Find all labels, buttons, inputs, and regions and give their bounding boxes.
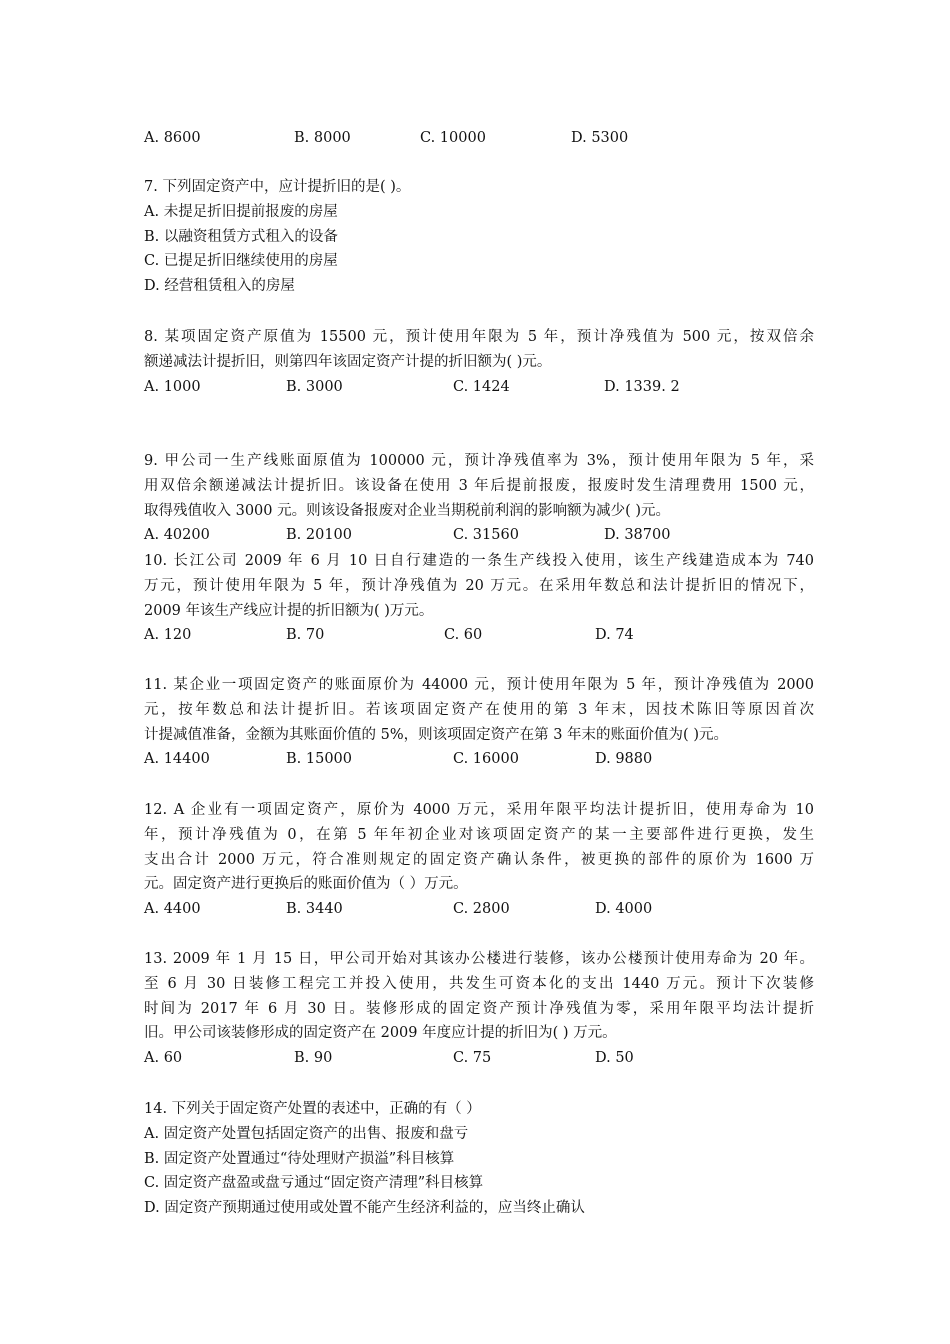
- question-q7: [144, 175, 814, 299]
- option-a: A. 14400: [144, 751, 210, 768]
- option-a: A. 1000: [144, 378, 201, 395]
- options-row: [144, 523, 814, 548]
- option-a: A. 未提足折旧提前报废的房屋: [144, 203, 338, 220]
- question-stem-line: 支出合计 2000 万元，符合准则规定的固定资产确认条件，被更换的部件的原价为 1600 万: [144, 851, 814, 868]
- question-stem-line: 时间为 2017 年 6 月 30 日。装修形成的固定资产预计净残值为零，采用年限平均法计提折: [144, 1000, 814, 1017]
- option-c: C. 2800: [453, 901, 510, 918]
- question-stem-line: 11. 某企业一项固定资产的账面原价为 44000 元，预计使用年限为 5 年，预计净残值为 2000: [144, 677, 814, 693]
- question-q9: [144, 449, 814, 548]
- option-d: D. 固定资产预期通过使用或处置不能产生经济利益的，应当终止确认: [144, 1200, 585, 1217]
- question-stem-line: 14. 下列关于固定资产处置的表述中，正确的有（ ）: [144, 1101, 481, 1117]
- options-row: [144, 897, 814, 922]
- options-row: [144, 747, 814, 772]
- question-stem-line: 7. 下列固定资产中，应计提折旧的是( )。: [144, 179, 411, 195]
- question-stem-line: 至 6 月 30 日装修工程完工并投入使用，共发生可资本化的支出 1440 万元。预计下次装修: [144, 975, 814, 992]
- question-stem-line: 元，按年数总和法计提折旧。若该项固定资产在使用的第 3 年末，因技术陈旧等原因首次: [144, 701, 814, 718]
- option-b: B. 以融资租赁方式租入的设备: [144, 228, 338, 245]
- option-d: D. 经营租赁租入的房屋: [144, 278, 295, 295]
- option-c: C. 固定资产盘盈或盘亏通过“固定资产清理”科目核算: [144, 1175, 484, 1192]
- question-stem-line: 万元，预计使用年限为 5 年，预计净残值为 20 万元。在采用年数总和法计提折旧的情况下，: [144, 577, 814, 594]
- option-c: C. 60: [444, 627, 483, 644]
- question-stem-line: 10. 长江公司 2009 年 6 月 10 日自行建造的一条生产线投入使用，该生产线建造成本为 740: [144, 553, 814, 569]
- question-q6-tail: [144, 126, 814, 151]
- question-stem-line: 额递减法计提折旧，则第四年该固定资产计提的折旧额为( )元。: [144, 353, 552, 370]
- question-stem-line: 旧。甲公司该装修形成的固定资产在 2009 年度应计提的折旧为( ) 万元。: [144, 1025, 617, 1042]
- option-a: A. 固定资产处置包括固定资产的出售、报废和盘亏: [144, 1125, 469, 1142]
- option-c: C. 10000: [420, 130, 486, 146]
- option-d: D. 9880: [595, 751, 653, 768]
- options-row: [144, 126, 814, 151]
- question-stem-line: 用双倍余额递减法计提折旧。该设备在使用 3 年后提前报废，报废时发生清理费用 1500 元，: [144, 477, 814, 494]
- option-c: C. 已提足折旧继续使用的房屋: [144, 253, 338, 270]
- option-c: C. 75: [453, 1050, 492, 1067]
- question-q11: [144, 673, 814, 772]
- option-b: B. 固定资产处置通过“待处理财产损溢”科目核算: [144, 1150, 455, 1167]
- option-d: D. 38700: [604, 527, 671, 544]
- question-q14: [144, 1097, 814, 1221]
- option-d: D. 4000: [595, 901, 653, 918]
- question-stem-line: 13. 2009 年 1 月 15 日，甲公司开始对其该办公楼进行装修，该办公楼预计使用寿命为 20 年。: [144, 951, 814, 967]
- options-row: [144, 375, 814, 400]
- question-stem-line: 年，预计净残值为 0，在第 5 年年初企业对该项固定资产的某一主要部件进行更换，发生: [144, 826, 814, 843]
- question-stem-line: 2009 年该生产线应计提的折旧额为( )万元。: [144, 602, 434, 619]
- question-stem-line: 元。固定资产进行更换后的账面价值为（ ）万元。: [144, 876, 468, 893]
- option-a: A. 120: [144, 627, 192, 644]
- option-c: C. 31560: [453, 527, 519, 544]
- question-q10: [144, 549, 814, 648]
- option-a: A. 8600: [144, 130, 201, 146]
- option-d: D. 50: [595, 1050, 634, 1067]
- option-b: B. 15000: [286, 751, 353, 768]
- question-q8: [144, 325, 814, 399]
- option-b: B. 90: [294, 1050, 333, 1067]
- option-b: B. 70: [286, 627, 325, 644]
- options-row: [144, 1046, 814, 1071]
- option-d: D. 1339. 2: [604, 378, 680, 395]
- question-stem-line: 12. A 企业有一项固定资产，原价为 4000 万元，采用年限平均法计提折旧，使用寿命为 10: [144, 802, 814, 818]
- question-stem-line: 取得残值收入 3000 元。则该设备报废对企业当期税前利润的影响额为减少( )元。: [144, 502, 671, 519]
- question-q12: [144, 798, 814, 922]
- option-b: B. 3000: [286, 378, 343, 395]
- option-c: C. 16000: [453, 751, 519, 768]
- option-d: D. 74: [595, 627, 634, 644]
- option-d: D. 5300: [571, 130, 629, 146]
- question-q13: [144, 947, 814, 1071]
- option-a: A. 60: [144, 1050, 183, 1067]
- option-a: A. 4400: [144, 901, 201, 918]
- option-a: A. 40200: [144, 527, 210, 544]
- option-b: B. 20100: [286, 527, 353, 544]
- question-stem-line: 9. 甲公司一生产线账面原值为 100000 元，预计净残值率为 3%，预计使用年限为 5 年，采: [144, 453, 814, 469]
- option-b: B. 3440: [286, 901, 343, 918]
- options-row: [144, 623, 814, 648]
- question-stem-line: 8. 某项固定资产原值为 15500 元，预计使用年限为 5 年，预计净残值为 500 元，按双倍余: [144, 329, 814, 345]
- question-stem-line: 计提减值准备，金额为其账面价值的 5%，则该项固定资产在第 3 年末的账面价值为( )元。: [144, 726, 728, 743]
- option-b: B. 8000: [294, 130, 351, 146]
- option-c: C. 1424: [453, 378, 510, 395]
